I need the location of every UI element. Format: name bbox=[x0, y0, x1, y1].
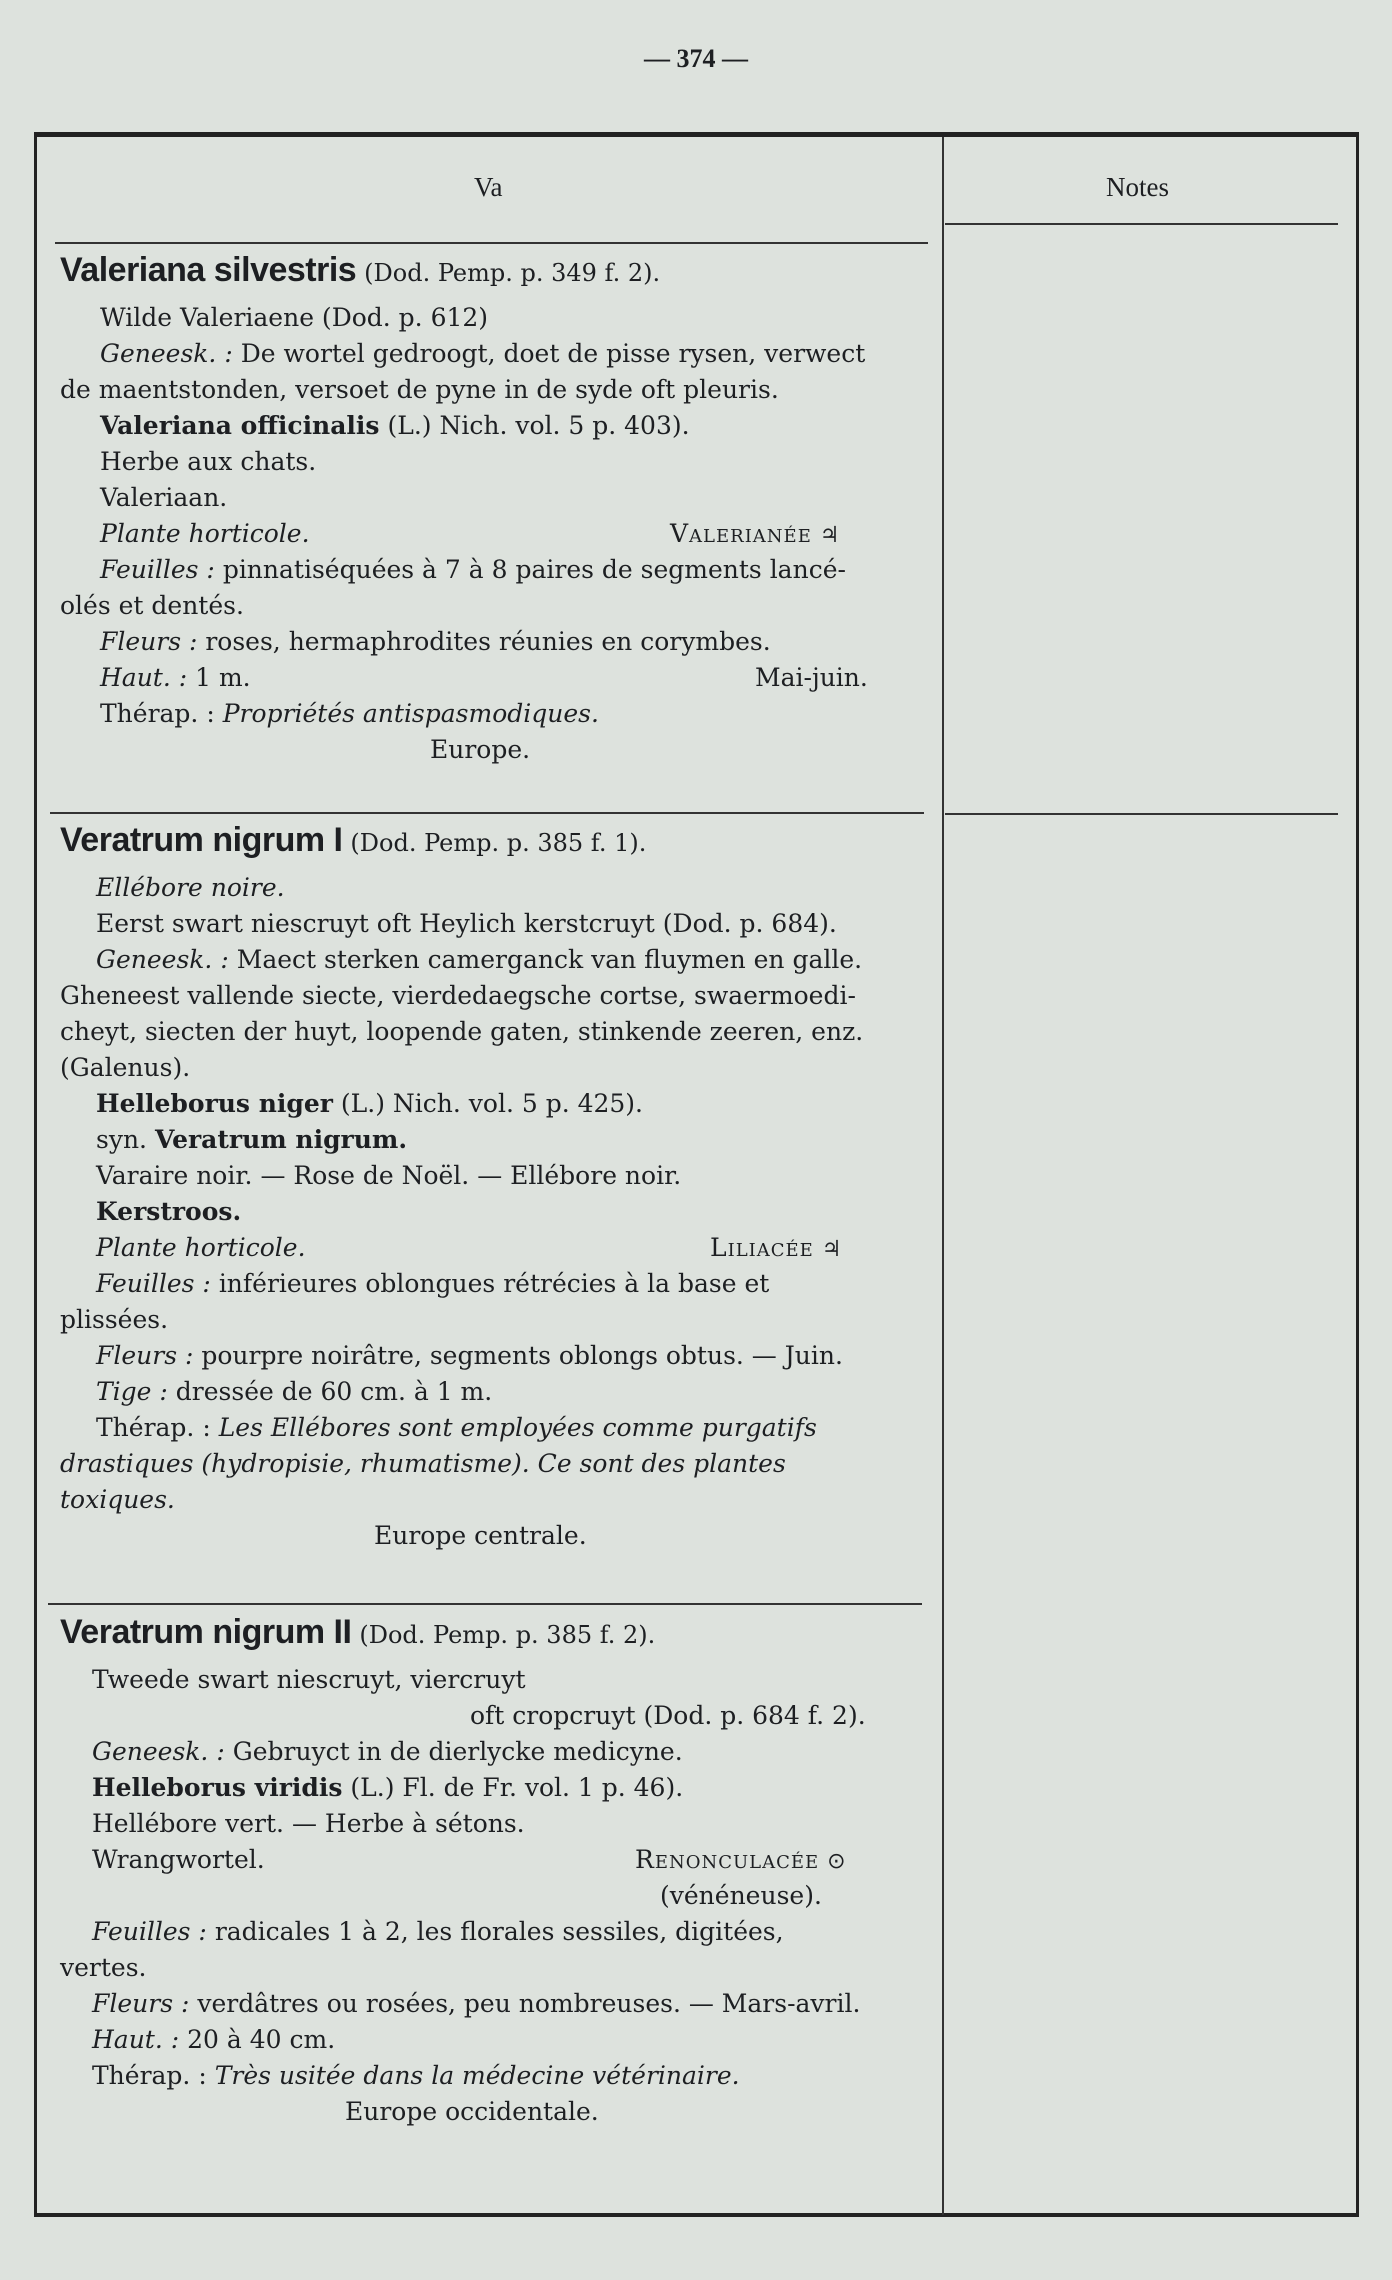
perennial-symbol-icon: ♃ bbox=[819, 523, 840, 548]
region: Europe centrale. bbox=[374, 1521, 587, 1550]
entry-divider-2 bbox=[48, 1603, 922, 1605]
dutch-name: Valeriaan. bbox=[100, 483, 228, 512]
stem-label: Tige : bbox=[96, 1377, 168, 1406]
entry-title: Valeriana silvestris bbox=[60, 251, 357, 289]
therap-label: Thérap. : bbox=[92, 2061, 207, 2090]
entry-title-ref: (Dod. Pemp. p. 349 f. 2). bbox=[364, 259, 661, 287]
family-note: (vénéneuse). bbox=[660, 1881, 822, 1910]
geneesk-text-cont: (Galenus). bbox=[60, 1053, 191, 1082]
flowers-label: Fleurs : bbox=[92, 1989, 190, 2018]
geneesk-text-cont: Gheneest vallende siecte, vierdedaegsche cortse, swaermoedi- bbox=[60, 981, 856, 1010]
synonym2-name: Veratrum nigrum. bbox=[154, 1125, 408, 1154]
column-header-va: Va bbox=[474, 172, 503, 202]
geneesk-text-cont: cheyt, siecten der huyt, loopende gaten, stinkende zeeren, enz. bbox=[60, 1017, 864, 1046]
dutch-name: Kerstroos. bbox=[96, 1197, 242, 1226]
header-rule bbox=[55, 242, 928, 244]
region: Europe occidentale. bbox=[345, 2097, 599, 2126]
region: Europe. bbox=[430, 735, 531, 764]
entry-divider-1 bbox=[50, 812, 924, 814]
geneesk-label: Geneesk. : bbox=[96, 945, 229, 974]
dutch-name: Wrangwortel. bbox=[92, 1845, 265, 1874]
vernacular-name: Tweede swart niescruyt, viercruyt bbox=[92, 1665, 526, 1694]
plant-type: Plante horticole. bbox=[96, 1233, 306, 1262]
leaves-text: pinnatiséquées à 7 à 8 paires de segments lancé- bbox=[222, 555, 846, 584]
leaves-text: radicales 1 à 2, les florales sessiles, digitées, bbox=[214, 1917, 784, 1946]
leaves-label: Feuilles : bbox=[96, 1269, 211, 1298]
entry-veratrum-nigrum-2 bbox=[60, 1614, 920, 2130]
height-label: Haut. : bbox=[92, 2025, 180, 2054]
page-number: — 374 — bbox=[644, 44, 748, 73]
synonym-ref: (L.) Nich. vol. 5 p. 425). bbox=[340, 1089, 644, 1118]
entry-title: Veratrum nigrum I bbox=[60, 821, 343, 859]
family-name: Valerianée bbox=[670, 519, 812, 548]
french-names: Varaire noir. — Rose de Noël. — Ellébore noir. bbox=[96, 1161, 682, 1190]
synonym-ref: (L.) Nich. vol. 5 p. 403). bbox=[387, 411, 690, 440]
french-names: Hellébore vert. — Herbe à sétons. bbox=[92, 1809, 525, 1838]
flowers-text: roses, hermaphrodites réunies en corymbes. bbox=[205, 627, 771, 656]
plant-type: Plante horticole. bbox=[100, 519, 310, 548]
entry-title-ref: (Dod. Pemp. p. 385 f. 1). bbox=[350, 829, 647, 857]
geneesk-text: Maect sterken camerganck van fluymen en galle. bbox=[236, 945, 863, 974]
therap-text: Très usitée dans la médecine vétérinaire. bbox=[214, 2061, 740, 2090]
height-text: 1 m. bbox=[195, 663, 251, 692]
notes-divider-1 bbox=[945, 813, 1338, 815]
therap-text-cont: drastiques (hydropisie, rhumatisme). Ce sont des plantes bbox=[60, 1449, 786, 1478]
synonym-ref: (L.) Fl. de Fr. vol. 1 p. 46). bbox=[350, 1773, 684, 1802]
annual-symbol-icon: ⊙ bbox=[827, 1849, 846, 1874]
family-name: Renonculacée bbox=[635, 1845, 820, 1874]
therap-label: Thérap. : bbox=[96, 1413, 211, 1442]
season: Mai-juin. bbox=[755, 663, 868, 692]
leaves-label: Feuilles : bbox=[92, 1917, 207, 1946]
therap-text: Propriétés antispasmodiques. bbox=[222, 699, 599, 728]
family-name: Liliacée bbox=[710, 1233, 814, 1262]
vernacular-name: Eerst swart niescruyt oft Heylich kerstcruyt (Dod. p. 684). bbox=[96, 909, 837, 938]
height-text: 20 à 40 cm. bbox=[187, 2025, 336, 2054]
perennial-symbol-icon: ♃ bbox=[821, 1237, 842, 1262]
synonym-prefix: syn. bbox=[96, 1125, 148, 1154]
therap-text: Les Ellébores sont employées comme purgatifs bbox=[218, 1413, 817, 1442]
leaves-text-cont: vertes. bbox=[60, 1953, 147, 1982]
geneesk-text: De wortel gedroogt, doet de pisse rysen, verwect bbox=[240, 339, 866, 368]
column-header-notes: Notes bbox=[1106, 172, 1169, 202]
stem-text: dressée de 60 cm. à 1 m. bbox=[175, 1377, 493, 1406]
flowers-text: pourpre noirâtre, segments oblongs obtus. — Juin. bbox=[201, 1341, 843, 1370]
synonym-name: Helleborus niger bbox=[96, 1089, 333, 1118]
leaves-text: inférieures oblongues rétrécies à la base et bbox=[218, 1269, 770, 1298]
column-divider bbox=[942, 137, 944, 2215]
entry-title: Veratrum nigrum II bbox=[60, 1613, 352, 1651]
entry-valeriana-silvestris bbox=[60, 252, 920, 768]
synonym-name: Valeriana officinalis bbox=[100, 411, 380, 440]
flowers-label: Fleurs : bbox=[96, 1341, 194, 1370]
therap-label: Thérap. : bbox=[100, 699, 215, 728]
geneesk-text: Gebruyct in de dierlycke medicyne. bbox=[232, 1737, 683, 1766]
synonym-name: Helleborus viridis bbox=[92, 1773, 343, 1802]
flowers-label: Fleurs : bbox=[100, 627, 198, 656]
notes-header-rule bbox=[945, 223, 1338, 225]
leaves-text-cont: olés et dentés. bbox=[60, 591, 244, 620]
geneesk-label: Geneesk. : bbox=[100, 339, 233, 368]
french-name: Herbe aux chats. bbox=[100, 447, 317, 476]
entry-title-ref: (Dod. Pemp. p. 385 f. 2). bbox=[359, 1621, 656, 1649]
geneesk-text-cont: de maentstonden, versoet de pyne in de syde oft pleuris. bbox=[60, 375, 779, 404]
height-label: Haut. : bbox=[100, 663, 188, 692]
leaves-label: Feuilles : bbox=[100, 555, 215, 584]
entry-veratrum-nigrum-1 bbox=[60, 822, 920, 1554]
leaves-text-cont: plissées. bbox=[60, 1305, 169, 1334]
therap-text-cont: toxiques. bbox=[60, 1485, 175, 1514]
vernacular-name-cont: oft cropcruyt (Dod. p. 684 f. 2). bbox=[470, 1701, 866, 1730]
vernacular-name: Wilde Valeriaene (Dod. p. 612) bbox=[100, 303, 489, 332]
french-name-italic: Ellébore noire. bbox=[96, 873, 285, 902]
flowers-text: verdâtres ou rosées, peu nombreuses. — Mars-avril. bbox=[197, 1989, 861, 2018]
geneesk-label: Geneesk. : bbox=[92, 1737, 225, 1766]
